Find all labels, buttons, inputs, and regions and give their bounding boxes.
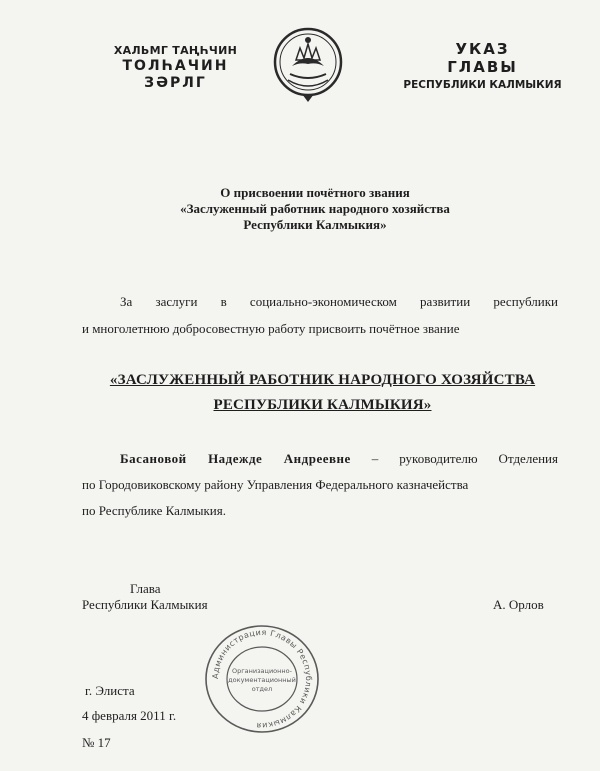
header-right-line1: УКАЗ [455,40,510,58]
header-left-line3: ЗӘРЛГ [144,75,207,91]
award-line1: «ЗАСЛУЖЕННЫЙ РАБОТНИК НАРОДНОГО ХОЗЯЙСТВА [109,372,536,388]
paragraph-merits [82,288,558,342]
stamp-ring-text: Администрация Главы Республики Калмыкия [210,627,314,731]
recipient-name: Басановой Надежде Андреевне [120,451,351,466]
paragraph-recipient [82,446,558,524]
signature-name: А. Орлов [493,597,544,612]
title-line1: О присвоении почётного звания [220,185,410,200]
decree-title [110,185,520,233]
title-line3: Республики Калмыкия» [243,217,387,232]
p2-line3: по Республике Калмыкия. [82,503,226,518]
header-left-line1: ХАЛЬМГ ТАҢҺЧИН [113,44,238,57]
header-right-russian [395,40,570,91]
official-stamp-seal [203,623,321,735]
decree-number: № 17 [82,735,111,750]
p2-line1-rest: – руководителю Отделения [350,451,558,466]
header-left-line2: ТОЛҺАЧИН [122,58,229,74]
header-right-line3: РЕСПУБЛИКИ КАЛМЫКИЯ [403,79,562,91]
p1-line2: и многолетнюю добросовестную работу присвоить почётное звание [82,321,460,336]
place-city: г. Элиста [85,683,135,698]
p2-line2: по Городовиковскому району Управления Федерального казначейства [82,477,469,492]
award-line2: РЕСПУБЛИКИ КАЛМЫКИЯ» [213,397,432,413]
coat-of-arms-emblem-icon [272,26,344,104]
stamp-center-line3: отдел [251,685,273,693]
header-left-kalmyk [88,44,263,91]
stamp-center-line2: документационный [228,676,296,684]
p2-line1 [82,446,558,472]
stamp-center-line1: Организационно- [231,667,293,675]
signature-republic: Республики Калмыкия [82,597,208,612]
title-line2: «Заслуженный работник народного хозяйства [180,201,450,216]
p1-line1: За заслуги в социально-экономическом развитии республики [120,294,558,309]
decree-date: 4 февраля 2011 г. [82,708,177,723]
header-right-line2: ГЛАВЫ [447,58,518,76]
award-title [70,368,575,418]
signature-position: Глава [130,581,161,596]
